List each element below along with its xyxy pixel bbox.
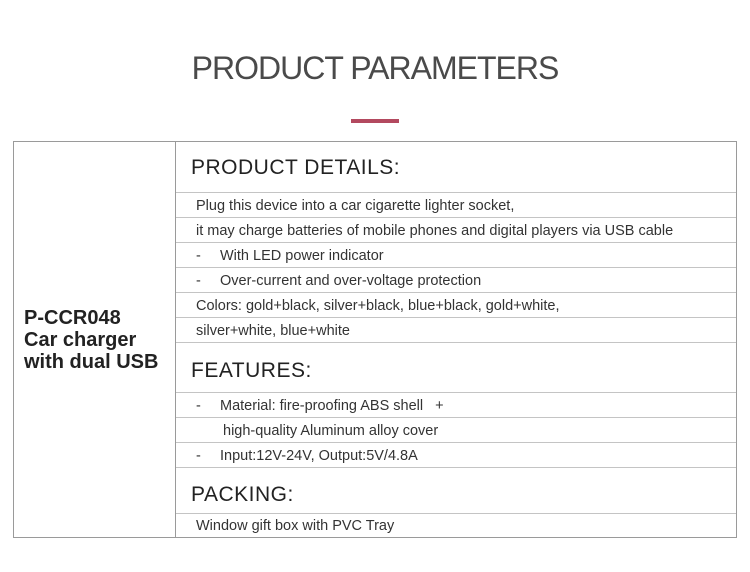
detail-line-text: With LED power indicator <box>220 248 384 264</box>
section-heading-features: FEATURES: <box>176 343 736 393</box>
section-heading-details: PRODUCT DETAILS: <box>176 142 736 193</box>
model-cell <box>14 142 176 537</box>
feature-line <box>176 393 736 418</box>
bullet-dash: - <box>196 248 201 264</box>
feature-line <box>176 443 736 468</box>
page-title: PRODUCT PARAMETERS <box>191 50 559 86</box>
feature-line-text: Input:12V-24V, Output:5V/4.8A <box>220 448 418 464</box>
detail-line: Colors: gold+black, silver+black, blue+black, gold+white, <box>176 293 736 318</box>
details-cell <box>176 142 736 537</box>
bullet-dash: - <box>196 448 201 464</box>
model-title-line-2: with dual USB <box>24 351 159 373</box>
title-accent-bar <box>351 119 399 123</box>
detail-line: it may charge batteries of mobile phones and digital players via USB cable <box>176 218 736 243</box>
feature-line: high-quality Aluminum alloy cover <box>176 418 736 443</box>
bullet-dash: - <box>196 398 201 414</box>
model-code: P-CCR048 <box>24 307 121 329</box>
section-heading-packing: PACKING: <box>176 468 736 514</box>
feature-line-text: Material: fire-proofing ABS shell + <box>220 398 444 414</box>
model-name <box>24 307 184 373</box>
detail-line: Plug this device into a car cigarette lighter socket, <box>176 193 736 218</box>
packing-line: Window gift box with PVC Tray <box>196 518 395 534</box>
model-title-line-1: Car charger <box>24 329 137 351</box>
detail-line <box>176 268 736 293</box>
bullet-dash: - <box>196 273 201 289</box>
detail-line <box>176 243 736 268</box>
detail-line: silver+white, blue+white <box>176 318 736 343</box>
detail-line-text: Over-current and over-voltage protection <box>220 273 482 289</box>
parameters-table <box>13 141 737 538</box>
